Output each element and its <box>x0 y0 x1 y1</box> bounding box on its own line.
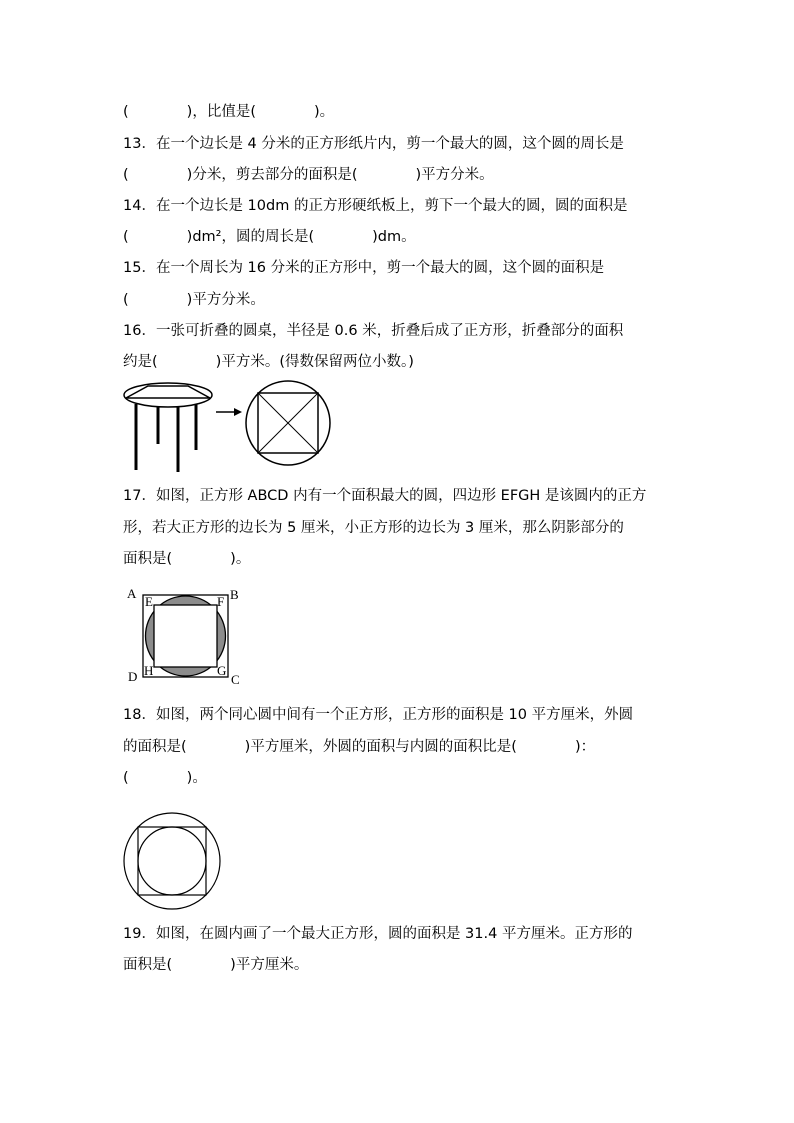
q19-line-1: 19．如图，在圆内画了一个最大正方形，圆的面积是 31.4 平方厘米。正方形的 <box>123 926 633 942</box>
inner-circle <box>138 827 206 895</box>
label-d: D <box>128 669 138 684</box>
q14-line-2: ( )dm²，圆的周长是( )dm。 <box>123 229 416 245</box>
label-h: H <box>144 663 154 678</box>
label-f: F <box>217 594 225 609</box>
label-e: E <box>145 594 153 609</box>
q18-line-2: 的面积是( )平方厘米，外圆的面积与内圆的面积比是( )： <box>123 739 596 755</box>
abcd-figure-svg <box>124 584 244 688</box>
label-c: C <box>231 672 240 687</box>
q19-line-2: 面积是( )平方厘米。 <box>123 957 309 973</box>
q15-line-2: ( )平方分米。 <box>123 292 265 308</box>
concentric-svg <box>118 812 228 912</box>
q12-tail-line: ( )，比值是( )。 <box>123 104 335 120</box>
q14-line-1: 14．在一个边长是 10dm 的正方形硬纸板上，剪下一个最大的圆，圆的面积是 <box>123 198 628 214</box>
q13-line-1: 13．在一个边长是 4 分米的正方形纸片内，剪一个最大的圆，这个圆的周长是 <box>123 136 624 152</box>
folding-table-svg <box>118 378 338 478</box>
q13-line-2: ( )分米，剪去部分的面积是( )平方分米。 <box>123 167 494 183</box>
inner-square-efgh <box>154 605 217 667</box>
figure-concentric-circles <box>118 812 228 912</box>
q17-line-3: 面积是( )。 <box>123 551 251 567</box>
q16-line-1: 16．一张可折叠的圆桌，半径是 0.6 米，折叠后成了正方形，折叠部分的面积 <box>123 323 624 339</box>
q17-line-1: 17．如图，正方形 ABCD 内有一个面积最大的圆，四边形 EFGH 是该圆内的正方 <box>123 488 647 504</box>
label-b: B <box>230 587 239 602</box>
figure-square-circle-square <box>124 584 244 688</box>
q15-line-1: 15．在一个周长为 16 分米的正方形中，剪一个最大的圆，这个圆的面积是 <box>123 260 605 276</box>
label-a: A <box>127 586 137 601</box>
q18-line-1: 18．如图，两个同心圆中间有一个正方形，正方形的面积是 10 平方厘米，外圆 <box>123 707 634 723</box>
label-g: G <box>217 663 227 678</box>
table-square-face <box>126 386 210 398</box>
q17-line-2: 形，若大正方形的边长为 5 厘米，小正方形的边长为 3 厘米，那么阴影部分的 <box>123 520 624 536</box>
q16-line-2: 约是( )平方米。(得数保留两位小数。) <box>123 354 414 370</box>
arrow-head-icon <box>234 408 242 416</box>
figure-folding-table <box>118 378 338 478</box>
q18-line-3: ( )。 <box>123 770 207 786</box>
